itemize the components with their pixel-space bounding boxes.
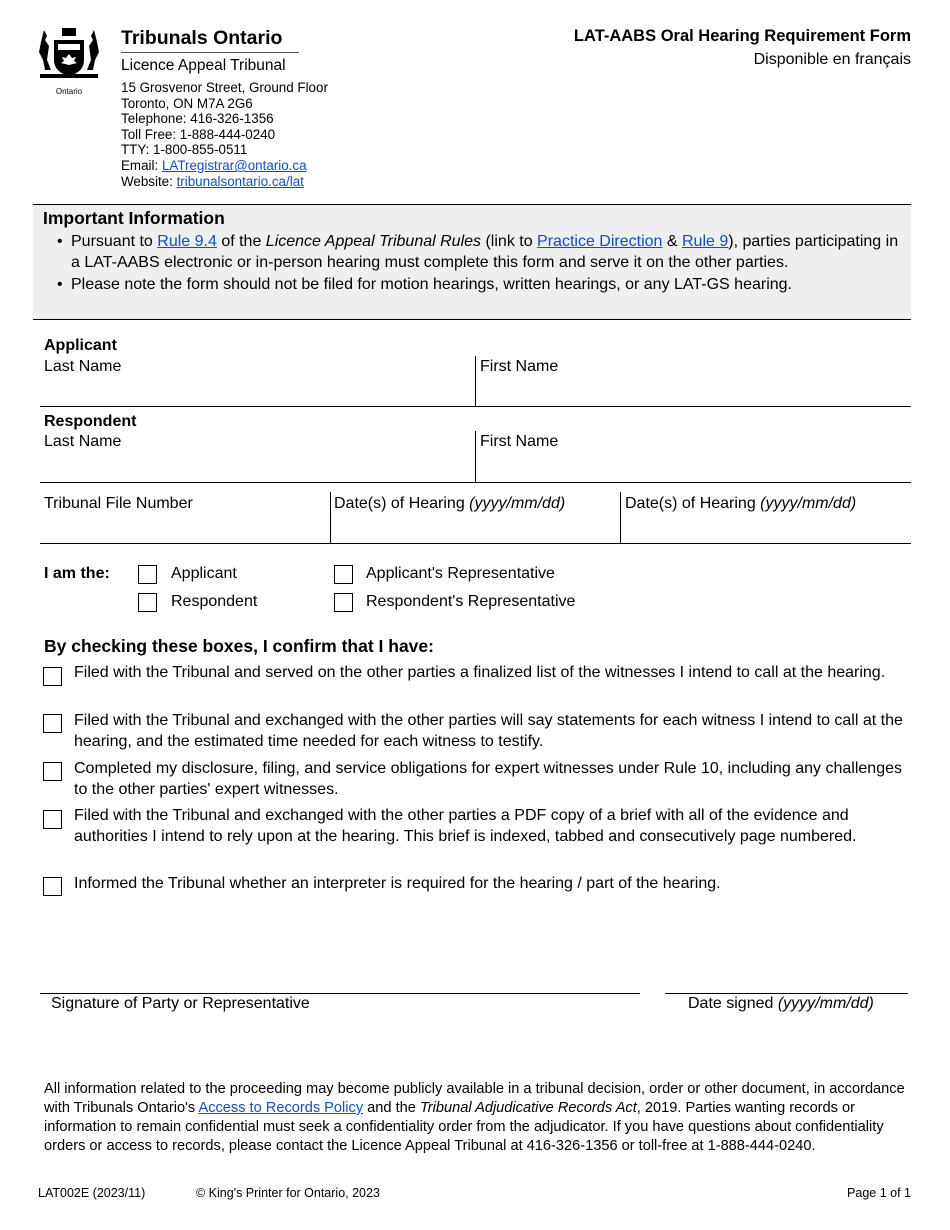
hearing-date-label-1 xyxy=(334,495,565,513)
date-signed-input[interactable] xyxy=(665,960,908,992)
confirm-item: Informed the Tribunal whether an interpreter is required for the hearing / part of the hearing. xyxy=(74,875,721,892)
confirm-item: Filed with the Tribunal and exchanged with the other parties a PDF copy of a brief with all of the evidence and authorities I intend to rely upon at the hearing. This brief is indexed, tabbed and consecutively page numbered. xyxy=(74,807,857,845)
divider xyxy=(40,543,911,544)
i-am-the-label: I am the: xyxy=(44,565,110,582)
signature-line xyxy=(40,993,640,994)
confirm-checkbox-interpreter[interactable] xyxy=(43,877,62,896)
respondents-representative-checkbox[interactable] xyxy=(334,593,353,612)
date-format: (yyyy/mm/dd) xyxy=(760,495,857,512)
applicant-option-label: Applicant xyxy=(171,565,237,582)
rules-title: Licence Appeal Tribunal Rules xyxy=(265,233,482,250)
tribunal-file-number-label: Tribunal File Number xyxy=(44,495,193,512)
applicants-representative-label: Applicant's Representative xyxy=(366,565,555,582)
hearing-date-input-2[interactable] xyxy=(623,516,908,541)
copyright: © King's Printer for Ontario, 2023 xyxy=(196,1186,380,1200)
divider xyxy=(475,431,476,482)
text: & xyxy=(662,233,682,250)
respondent-option-label: Respondent xyxy=(171,593,258,610)
access-to-records-policy-link[interactable]: Access to Records Policy xyxy=(198,1100,364,1116)
text: (link to xyxy=(481,233,538,250)
divider xyxy=(40,406,911,407)
text: of the xyxy=(216,233,266,250)
info-bullet: • Pursuant to Rule 9.4 of the Licence Appeal Tribunal Rules (link to Practice Direction & Rule 9), parties participating in a LAT-AABS electronic or in-person hearing must complete this form and serve it on the other parties. xyxy=(57,233,899,271)
info-heading: Important Information xyxy=(43,208,225,228)
applicant-checkbox[interactable] xyxy=(138,565,157,584)
divider xyxy=(330,492,331,543)
respondent-first-name-label: First Name xyxy=(480,433,559,450)
toll-free: Toll Free: 1-888-444-0240 xyxy=(121,126,276,142)
hearing-date-label-2 xyxy=(625,495,856,513)
signature-label: Signature of Party or Representative xyxy=(51,995,310,1012)
ontario-coat-of-arms-logo xyxy=(36,24,102,94)
confirm-checkbox-expert[interactable] xyxy=(43,762,62,781)
applicant-heading: Applicant xyxy=(44,337,117,354)
website-link[interactable]: tribunalsontario.ca/lat xyxy=(176,173,304,189)
divider xyxy=(40,482,911,483)
address-line: Toronto, ON M7A 2G6 xyxy=(121,95,253,111)
email-link[interactable]: LATregistrar@ontario.ca xyxy=(161,157,307,173)
website-label: Website: xyxy=(121,173,177,189)
respondent-heading: Respondent xyxy=(44,413,137,430)
address-line: 15 Grosvenor Street, Ground Floor xyxy=(121,80,328,95)
email-row xyxy=(121,158,328,174)
date-format: (yyyy/mm/dd) xyxy=(469,495,566,512)
text: Please note the form should not be filed for motion hearings, written hearings, or any LAT-GS hearing. xyxy=(71,276,792,293)
respondents-representative-label: Respondent's Representative xyxy=(366,593,576,610)
confirm-item: Filed with the Tribunal and exchanged with the other parties will say statements for each witness I intend to call at the hearing, and the estimated time needed for each witness to testify. xyxy=(74,712,903,750)
info-bullet: • Please note the form should not be filed for motion hearings, written hearings, or any LAT-GS hearing. xyxy=(57,276,792,293)
french-availability: Disponible en français xyxy=(753,51,911,68)
text: Date signed xyxy=(688,995,778,1012)
form-code: LAT002E (2023/11) xyxy=(38,1186,146,1200)
important-information-box xyxy=(33,204,911,320)
email-label: Email: xyxy=(121,157,162,173)
text: Date(s) of Hearing xyxy=(625,495,761,512)
tribunal-file-number-input[interactable] xyxy=(40,516,325,541)
confirm-item: Filed with the Tribunal and served on the other parties a finalized list of the witnesses I intend to call at the hearing. xyxy=(74,664,886,681)
contact-block xyxy=(121,80,328,189)
org-name: Tribunals Ontario xyxy=(121,27,283,49)
confirm-heading: By checking these boxes, I confirm that I have: xyxy=(44,636,434,656)
confirm-checkbox-brief[interactable] xyxy=(43,810,62,829)
divider xyxy=(620,492,621,543)
text: , 2019. Parties wanting records or information to remain confidential must seek a confidentiality order from the adjudicator. If you have questions about confidentiality orders or access to records, please contact the Licence Appeal Tribunal at 416-326-1356 or toll-free at 1-888-444-0240. xyxy=(44,1100,884,1154)
act-title: Tribunal Adjudicative Records Act xyxy=(419,1100,637,1116)
applicant-first-name-input[interactable] xyxy=(478,378,908,404)
logo-caption: Ontario xyxy=(55,87,83,96)
applicant-last-name-input[interactable] xyxy=(40,378,470,404)
form-title: LAT-AABS Oral Hearing Requirement Form xyxy=(573,27,911,45)
divider xyxy=(475,356,476,406)
website-row xyxy=(121,174,328,190)
applicants-representative-checkbox[interactable] xyxy=(334,565,353,584)
rule-9-4-link[interactable]: Rule 9.4 xyxy=(157,233,217,250)
divider xyxy=(121,52,299,53)
text: ), parties participating in a LAT-AABS electronic or in-person hearing must complete this form and serve it on the other parties. xyxy=(71,233,899,271)
hearing-date-input-1[interactable] xyxy=(333,516,617,541)
text: and the xyxy=(363,1100,420,1116)
signature-input[interactable] xyxy=(40,960,640,992)
tty: TTY: 1-800-855-0511 xyxy=(121,142,248,158)
respondent-last-name-input[interactable] xyxy=(40,454,470,480)
text: All information related to the proceeding may become publicly available in a tribunal decision, order or other document, in accordance with Tribunals Ontario's xyxy=(44,1081,905,1116)
date-line xyxy=(665,993,908,994)
tribunal-name: Licence Appeal Tribunal xyxy=(121,57,286,74)
confidentiality-notice xyxy=(44,1080,916,1156)
date-format: (yyyy/mm/dd) xyxy=(777,995,874,1012)
rule-9-link[interactable]: Rule 9 xyxy=(681,233,729,250)
respondent-last-name-label: Last Name xyxy=(44,433,122,450)
confirm-checkbox-witness-list[interactable] xyxy=(43,667,62,686)
telephone: Telephone: 416-326-1356 xyxy=(121,111,274,127)
text: Pursuant to xyxy=(71,233,158,250)
practice-direction-link[interactable]: Practice Direction xyxy=(537,233,663,250)
text: Date(s) of Hearing xyxy=(334,495,470,512)
confirm-checkbox-will-say[interactable] xyxy=(43,714,62,733)
respondent-checkbox[interactable] xyxy=(138,593,157,612)
applicant-first-name-label: First Name xyxy=(480,358,559,375)
applicant-last-name-label: Last Name xyxy=(44,358,122,375)
page-number: Page 1 of 1 xyxy=(847,1186,911,1200)
respondent-first-name-input[interactable] xyxy=(478,454,908,480)
confirm-item: Completed my disclosure, filing, and service obligations for expert witnesses under Rule 10, including any challenges to the other parties' expert witnesses. xyxy=(74,760,902,798)
date-signed-label xyxy=(688,995,874,1013)
